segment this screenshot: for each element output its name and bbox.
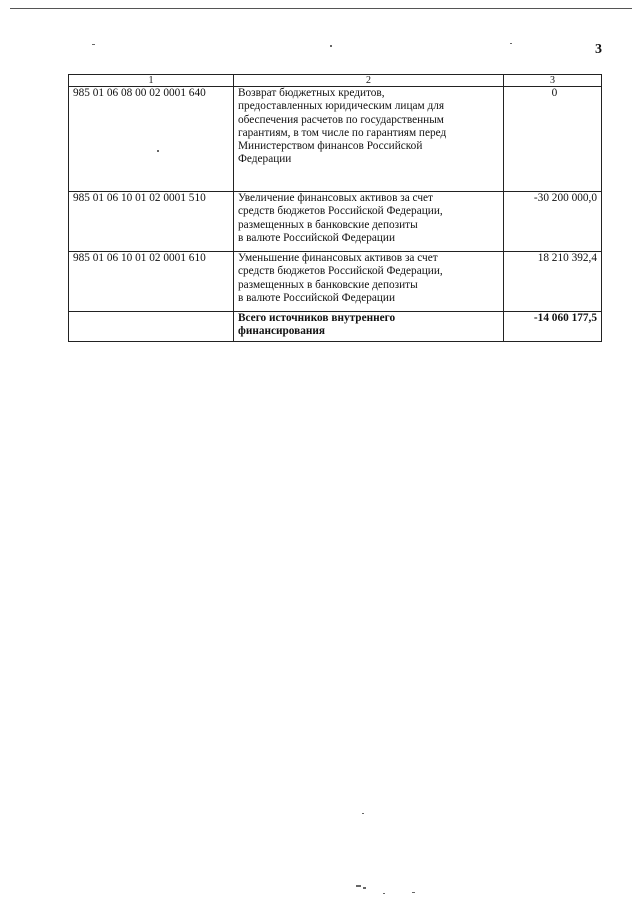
description-line: Уменьшение финансовых активов за счет [238,252,438,264]
total-label-cell [234,312,504,342]
table-row [69,252,602,312]
column-number-3: 3 [504,75,602,87]
description-line: размещенных в банковские депозиты [238,278,418,291]
description-line: размещенных в банковские депозиты [238,218,418,231]
description-line: обеспечения расчетов по государственным [238,113,444,126]
column-number-2: 2 [234,75,504,87]
total-code-cell [69,312,234,342]
scan-edge-line [10,8,632,9]
amount-cell: 18 210 392,4 [504,252,602,312]
total-label-line: финансирования [238,325,326,338]
description-cell [234,192,504,252]
table-header-row [69,75,602,87]
description-cell [234,87,504,192]
description-line: в валюте Российской Федерации [238,231,396,244]
budget-code-cell: 985 01 06 10 01 02 0001 510 [69,192,234,252]
total-amount-cell: -14 060 177,5 [504,312,602,342]
description-line: гарантиям, в том числе по гарантиям перед [238,126,447,139]
description-line: Увеличение финансовых активов за счет [238,192,433,204]
description-cell [234,252,504,312]
page-number: 3 [595,42,602,57]
financing-sources-table [68,74,602,342]
budget-code-cell: 985 01 06 10 01 02 0001 610 [69,252,234,312]
scan-speck [412,892,415,893]
description-line: в валюте Российской Федерации [238,291,396,304]
total-label-line: Всего источников внутреннего [238,312,396,324]
scan-speck [92,44,95,45]
description-line: Федерации [238,153,292,166]
scan-speck [510,43,512,44]
table-row [69,192,602,252]
table-row [69,87,602,192]
scan-speck [330,45,332,47]
scan-speck [356,885,361,887]
amount-cell: 0 [504,87,602,192]
column-number-1: 1 [69,75,234,87]
total-row [69,312,602,342]
scan-speck [363,887,366,889]
description-line: предоставленных юридическим лицам для [238,100,445,113]
description-line: Министерством финансов Российской [238,140,423,153]
amount-cell: -30 200 000,0 [504,192,602,252]
scan-speck [383,893,385,894]
budget-code-cell: 985 01 06 08 00 02 0001 640 [69,87,234,192]
description-line: средств бюджетов Российской Федерации, [238,205,443,218]
description-line: средств бюджетов Российской Федерации, [238,265,443,278]
description-line: Возврат бюджетных кредитов, [238,87,385,99]
scan-speck [362,813,364,814]
